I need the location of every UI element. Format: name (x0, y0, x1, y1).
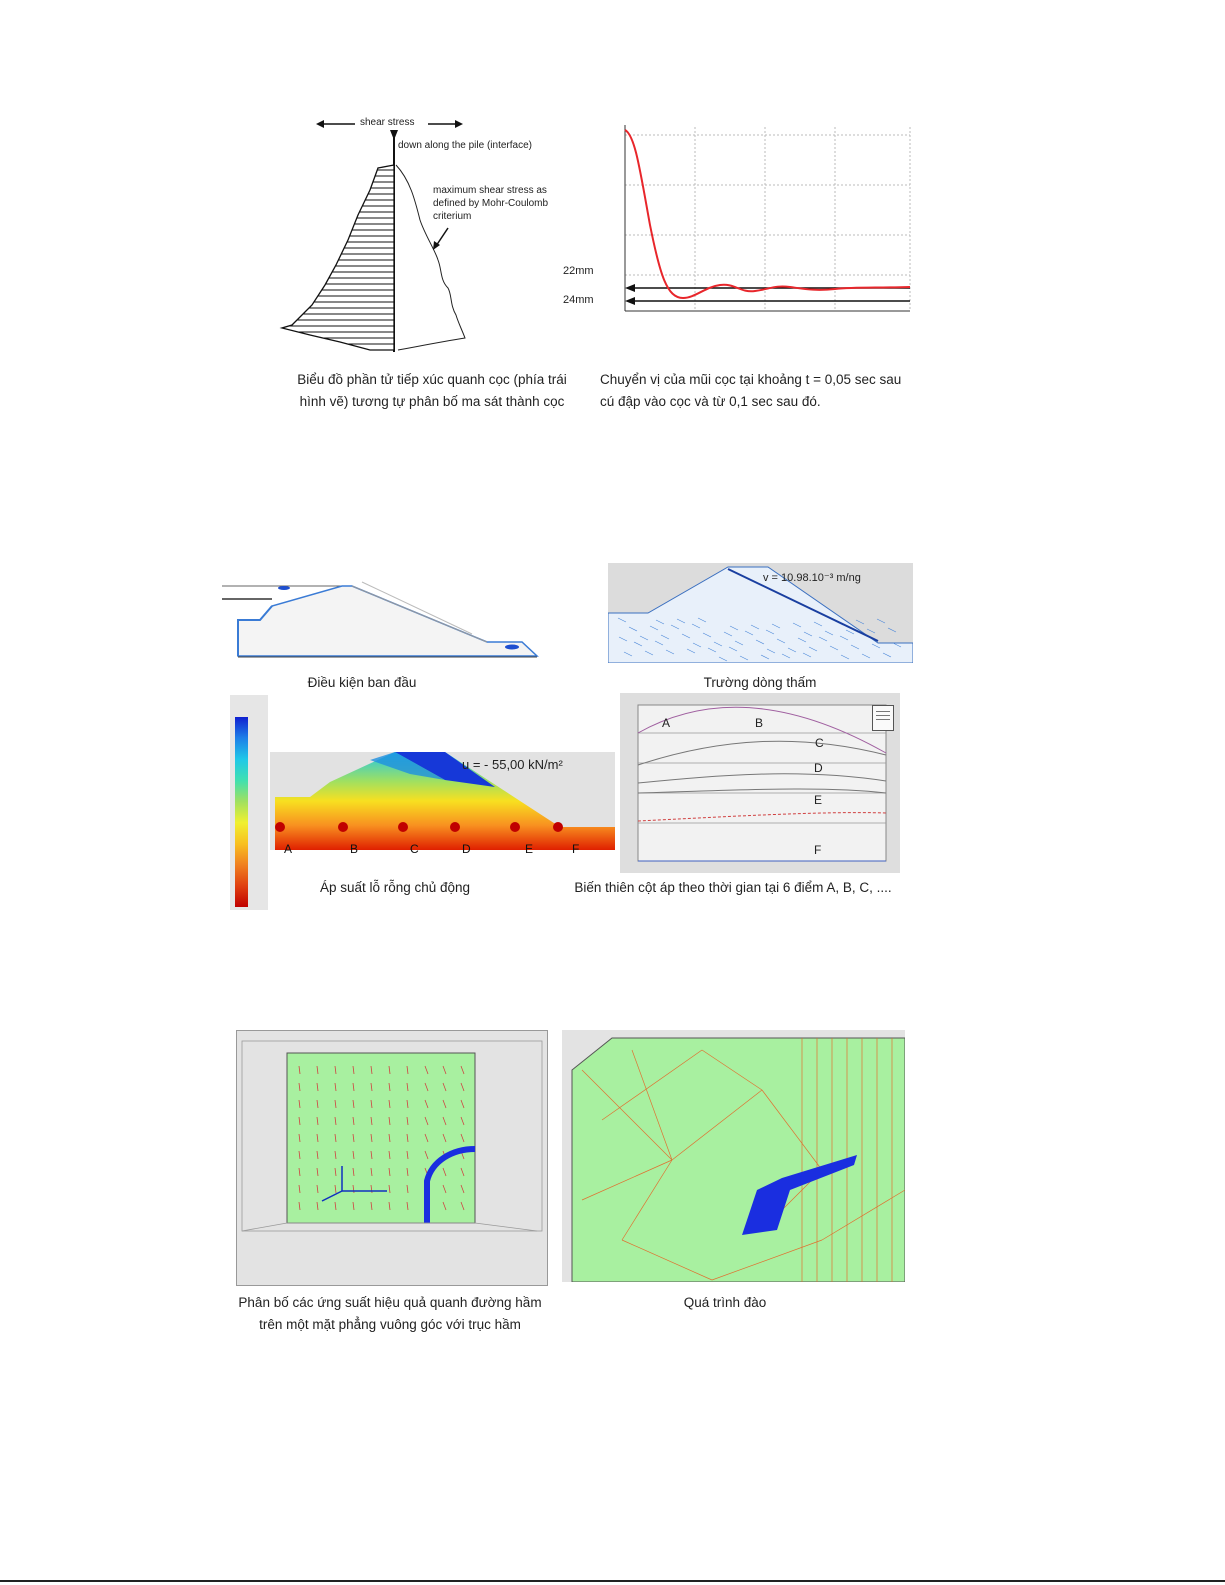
max-note-line3: criterium (433, 211, 472, 222)
document-icon (872, 705, 894, 731)
shear-stress-figure (270, 110, 590, 360)
pressure-point-b (338, 822, 348, 832)
color-legend-bar (235, 717, 248, 907)
point-label-f: F (572, 842, 580, 856)
figure4-caption: Trường dòng thấm (703, 675, 817, 690)
dam-section-outline (222, 572, 572, 664)
seepage-flow-field (608, 563, 913, 663)
excavation-mesh (562, 1030, 905, 1282)
curve-label-f: F (814, 843, 822, 857)
figure7-caption-line2: trên một mặt phẳng vuông góc với trục hầm (259, 1317, 521, 1332)
figure2-caption-line2: cú đập vào cọc và từ 0,1 sec sau đó. (600, 394, 821, 409)
label-24mm: 24mm (563, 294, 594, 306)
tunnel-stress-plot (237, 1031, 547, 1285)
figure1-caption (262, 369, 602, 413)
displacement-figure (555, 115, 925, 325)
pressure-point-d (450, 822, 460, 832)
pore-pressure-annotation: u = - 55,00 kN/m² (462, 757, 563, 772)
seepage-figure (608, 563, 913, 663)
seepage-vector (867, 629, 875, 633)
pressure-point-c (398, 822, 408, 832)
max-note-line1: maximum shear stress as (433, 185, 547, 196)
figure7-caption-line1: Phân bố các ứng suất hiệu quả quanh đường hầm (238, 1295, 542, 1310)
tunnel-stress-figure (236, 1030, 548, 1286)
figure5-caption: Áp suất lỗ rỗng chủ động (319, 880, 471, 895)
seepage-vector (856, 620, 864, 624)
point-label-a: A (284, 842, 293, 856)
point-label-b: B (350, 842, 359, 856)
color-legend (230, 695, 268, 910)
figure1-caption-line1: Biểu đồ phần tử tiếp xúc quanh cọc (phía trái (297, 372, 567, 387)
point-labels (270, 842, 615, 858)
figure7-caption (220, 1292, 560, 1336)
initial-conditions-figure (222, 572, 572, 664)
curve-label-b: B (755, 716, 764, 730)
curve-label-a: A (662, 716, 671, 730)
seepage-vector (877, 619, 885, 623)
figure1-caption-line2: hình vẽ) tương tự phân bố ma sát thành cọc (299, 394, 565, 409)
figure2-caption (600, 369, 950, 413)
pore-pressure-plot (270, 752, 615, 850)
point-label-d: D (462, 842, 471, 856)
point-label-e: E (525, 842, 534, 856)
pressure-point-f (553, 822, 563, 832)
seepage-velocity-annotation: v = 10.98.10⁻³ m/ng (763, 572, 861, 584)
max-note-line2: defined by Mohr-Coulomb (433, 198, 549, 209)
bottom-rule (0, 1580, 1225, 1582)
curve-label-e: E (814, 793, 823, 807)
figure6-caption: Biến thiên cột áp theo thời gian tại 6 điểm A, B, C, .... (574, 880, 892, 895)
curve-label-c: C (815, 736, 824, 750)
figure3-caption: Điều kiện ban đầu (307, 675, 417, 690)
figure2-caption-line1: Chuyển vị của mũi cọc tại khoảng t = 0,05 sec sau (600, 372, 902, 387)
point-label-c: C (410, 842, 419, 856)
pressure-point-e (510, 822, 520, 832)
label-22mm: 22mm (563, 265, 594, 277)
down-along-label: down along the pile (interface) (398, 140, 532, 151)
head-time-figure (620, 693, 900, 873)
shear-stress-label: shear stress (360, 117, 415, 128)
figure8-caption: Quá trình đào (683, 1295, 767, 1310)
seepage-vector (888, 628, 896, 632)
excavation-figure (562, 1030, 905, 1282)
curve-label-d: D (814, 761, 823, 775)
displacement-plot (555, 115, 925, 325)
pressure-point-a (275, 822, 285, 832)
